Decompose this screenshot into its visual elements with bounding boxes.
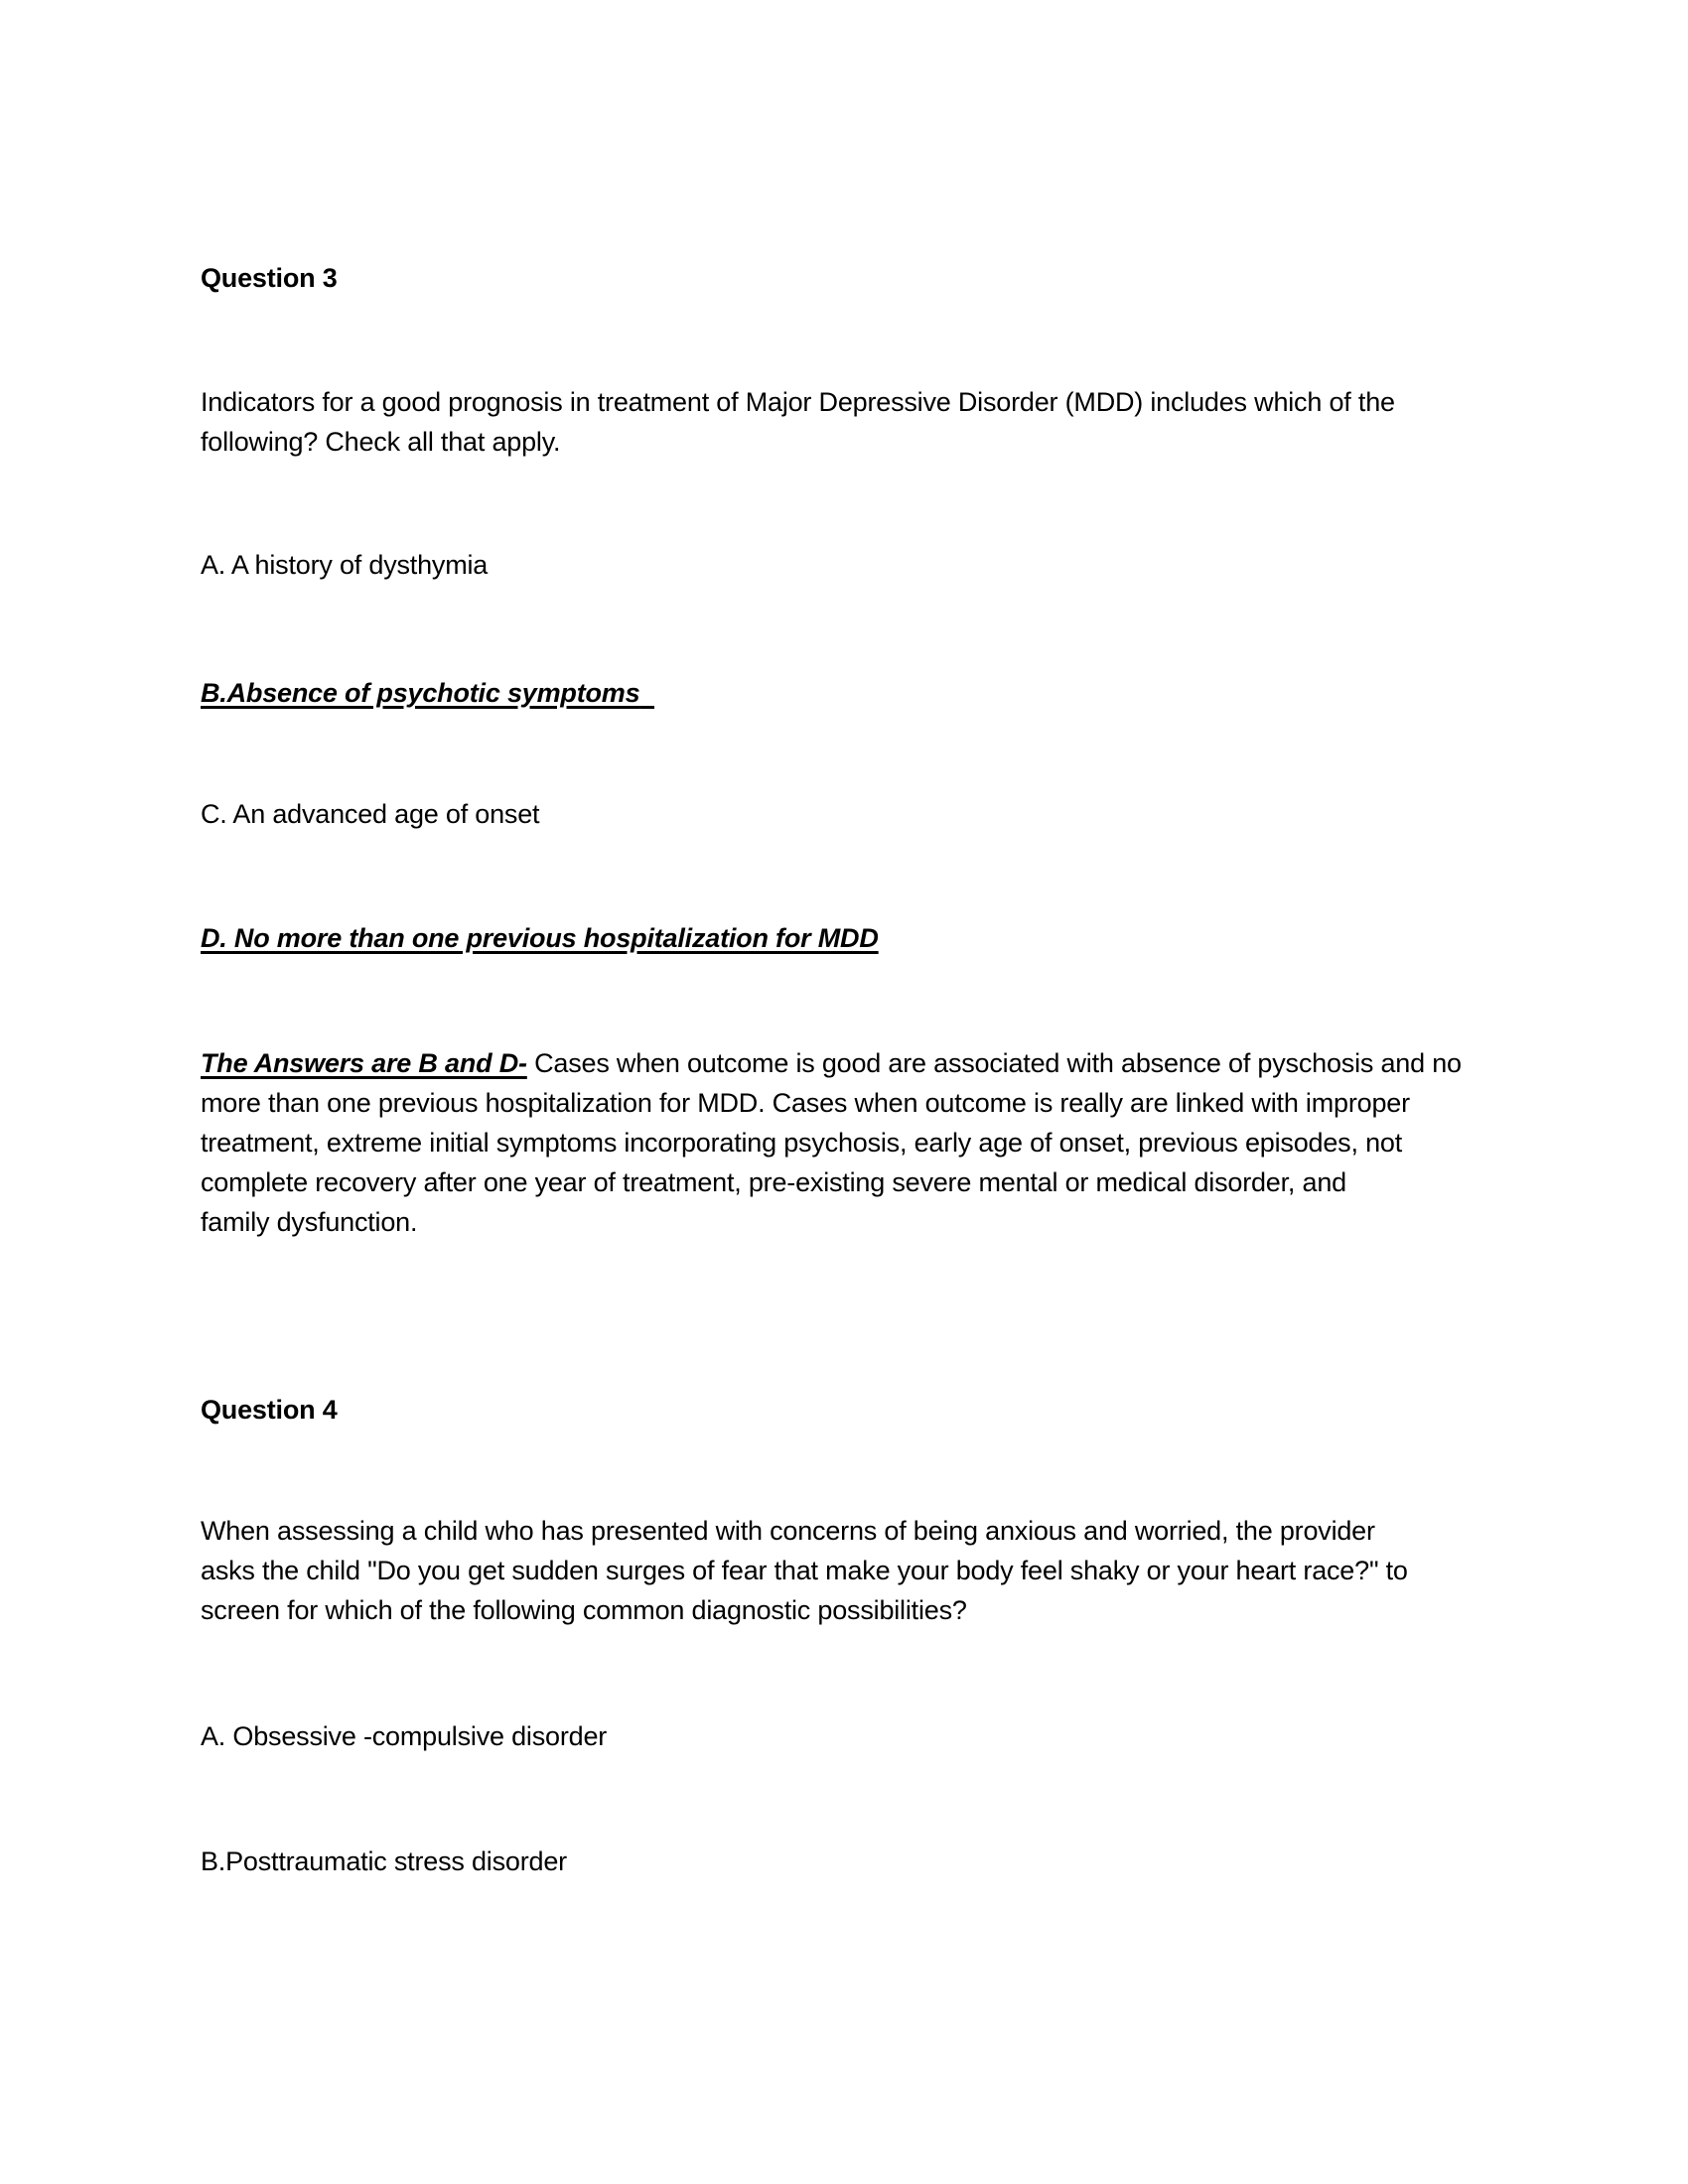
question-4-title: Question 4 — [201, 1395, 338, 1425]
question-3-answer-line-2: more than one previous hospitalization for MDD. Cases when outcome is really are linked with improper — [201, 1088, 1410, 1118]
question-3-option-c: C. An advanced age of onset — [201, 799, 540, 829]
question-3-option-b — [201, 673, 1506, 713]
question-3-answer-line-4: complete recovery after one year of treatment, pre-existing severe mental or medical disorder, and — [201, 1167, 1346, 1197]
question-3-answer-line-1-text: Cases when outcome is good are associated with absence of pyschosis and no — [526, 1048, 1462, 1078]
question-3-answer-line-5: family dysfunction. — [201, 1207, 418, 1237]
question-3-title: Question 3 — [201, 263, 338, 293]
question-3-option-d-emphasized-text: D. No more than one previous hospitalization for MDD — [201, 923, 879, 953]
question-4-option-a: A. Obsessive -compulsive disorder — [201, 1721, 608, 1751]
question-3-option-b-emphasized-text: B.Absence of psychotic symptoms — [201, 678, 640, 708]
question-3-option-d — [201, 918, 1506, 958]
question-3-prompt-line-2: following? Check all that apply. — [201, 427, 561, 457]
question-3-answer-paragraph — [201, 1043, 1506, 1242]
question-3-answer-lead: The Answers are B and D- — [201, 1048, 527, 1078]
question-3-prompt — [201, 382, 1506, 462]
question-3-option-a: A. A history of dysthymia — [201, 550, 489, 580]
question-4-prompt-line-2: asks the child "Do you get sudden surges of fear that make your body feel shaky or your heart race?" to — [201, 1556, 1408, 1585]
question-4-option-b: B.Posttraumatic stress disorder — [201, 1846, 567, 1876]
question-3-prompt-line-1: Indicators for a good prognosis in treatment of Major Depressive Disorder (MDD) includes which of the — [201, 387, 1395, 417]
question-4-prompt-line-1: When assessing a child who has presented with concerns of being anxious and worried, the provider — [201, 1516, 1375, 1546]
question-4-prompt — [201, 1511, 1506, 1630]
question-4-prompt-line-3: screen for which of the following common diagnostic possibilities? — [201, 1595, 967, 1625]
question-3-answer-line-3: treatment, extreme initial symptoms incorporating psychosis, early age of onset, previous episodes, not — [201, 1128, 1402, 1158]
question-3-answer-line-1 — [201, 1043, 1506, 1083]
